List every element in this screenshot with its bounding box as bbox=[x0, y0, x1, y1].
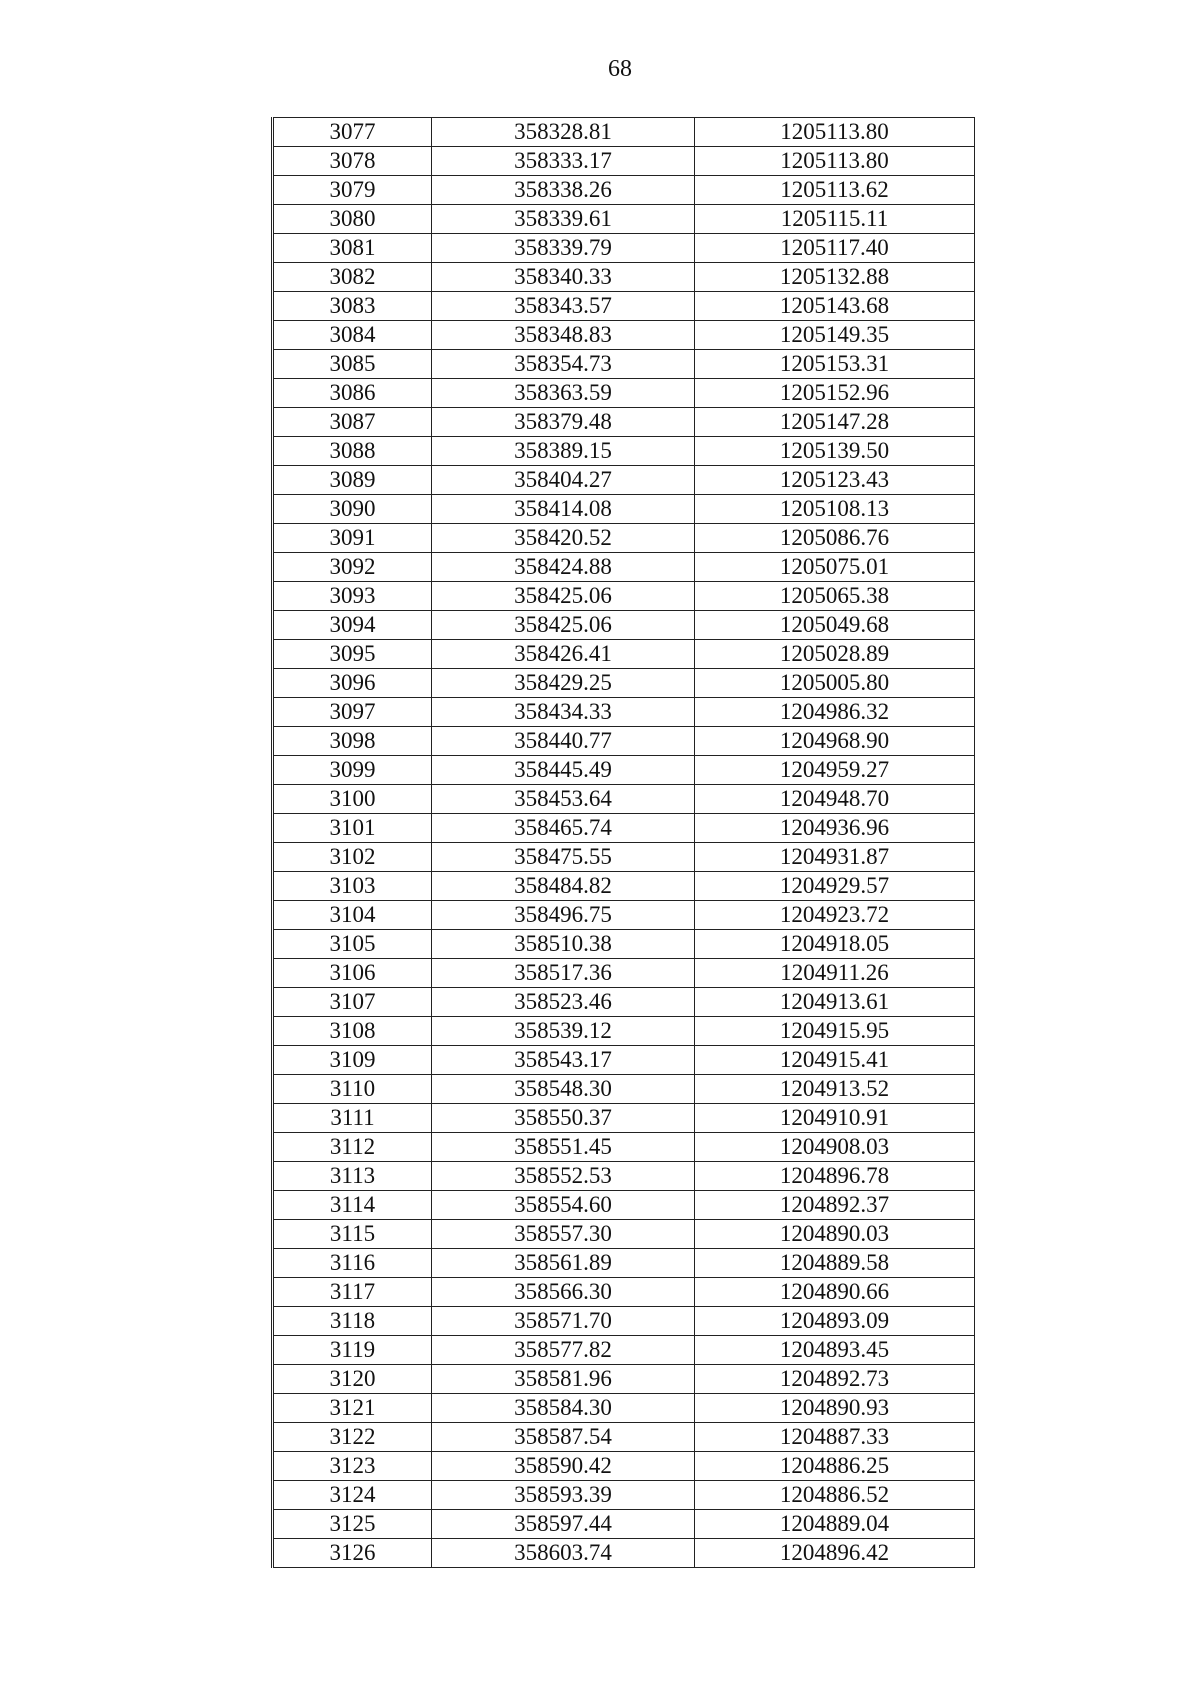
x-coordinate-cell: 358603.74 bbox=[432, 1539, 695, 1568]
y-coordinate-cell: 1204908.03 bbox=[695, 1133, 975, 1162]
x-coordinate-cell: 358414.08 bbox=[432, 495, 695, 524]
y-coordinate-cell: 1205113.80 bbox=[695, 118, 975, 147]
point-number-cell: 3089 bbox=[273, 466, 432, 495]
point-number-cell: 3108 bbox=[273, 1017, 432, 1046]
table-row bbox=[273, 1075, 975, 1104]
y-coordinate-cell: 1204890.03 bbox=[695, 1220, 975, 1249]
x-coordinate-cell: 358338.26 bbox=[432, 176, 695, 205]
y-coordinate-cell: 1204986.32 bbox=[695, 698, 975, 727]
point-number-cell: 3117 bbox=[273, 1278, 432, 1307]
y-coordinate-cell: 1205139.50 bbox=[695, 437, 975, 466]
table-row bbox=[273, 466, 975, 495]
y-coordinate-cell: 1204913.52 bbox=[695, 1075, 975, 1104]
x-coordinate-cell: 358587.54 bbox=[432, 1423, 695, 1452]
y-coordinate-cell: 1205086.76 bbox=[695, 524, 975, 553]
point-number-cell: 3121 bbox=[273, 1394, 432, 1423]
point-number-cell: 3124 bbox=[273, 1481, 432, 1510]
x-coordinate-cell: 358333.17 bbox=[432, 147, 695, 176]
x-coordinate-cell: 358420.52 bbox=[432, 524, 695, 553]
x-coordinate-cell: 358584.30 bbox=[432, 1394, 695, 1423]
point-number-cell: 3086 bbox=[273, 379, 432, 408]
point-number-cell: 3104 bbox=[273, 901, 432, 930]
y-coordinate-cell: 1205147.28 bbox=[695, 408, 975, 437]
x-coordinate-cell: 358496.75 bbox=[432, 901, 695, 930]
table-row bbox=[273, 843, 975, 872]
y-coordinate-cell: 1205065.38 bbox=[695, 582, 975, 611]
point-number-cell: 3118 bbox=[273, 1307, 432, 1336]
y-coordinate-cell: 1205123.43 bbox=[695, 466, 975, 495]
point-number-cell: 3088 bbox=[273, 437, 432, 466]
x-coordinate-cell: 358566.30 bbox=[432, 1278, 695, 1307]
table-row bbox=[273, 1539, 975, 1568]
y-coordinate-cell: 1204896.42 bbox=[695, 1539, 975, 1568]
x-coordinate-cell: 358348.83 bbox=[432, 321, 695, 350]
x-coordinate-cell: 358557.30 bbox=[432, 1220, 695, 1249]
page-number: 68 bbox=[608, 56, 632, 82]
x-coordinate-cell: 358561.89 bbox=[432, 1249, 695, 1278]
x-coordinate-cell: 358379.48 bbox=[432, 408, 695, 437]
x-coordinate-cell: 358434.33 bbox=[432, 698, 695, 727]
x-coordinate-cell: 358429.25 bbox=[432, 669, 695, 698]
y-coordinate-cell: 1204890.93 bbox=[695, 1394, 975, 1423]
point-number-cell: 3095 bbox=[273, 640, 432, 669]
table-row bbox=[273, 1452, 975, 1481]
table-row bbox=[273, 147, 975, 176]
x-coordinate-cell: 358328.81 bbox=[432, 118, 695, 147]
y-coordinate-cell: 1205153.31 bbox=[695, 350, 975, 379]
x-coordinate-cell: 358552.53 bbox=[432, 1162, 695, 1191]
x-coordinate-cell: 358550.37 bbox=[432, 1104, 695, 1133]
y-coordinate-cell: 1204923.72 bbox=[695, 901, 975, 930]
x-coordinate-cell: 358445.49 bbox=[432, 756, 695, 785]
table-row bbox=[273, 1394, 975, 1423]
point-number-cell: 3105 bbox=[273, 930, 432, 959]
y-coordinate-cell: 1205113.62 bbox=[695, 176, 975, 205]
y-coordinate-cell: 1205113.80 bbox=[695, 147, 975, 176]
table-row bbox=[273, 756, 975, 785]
y-coordinate-cell: 1204918.05 bbox=[695, 930, 975, 959]
y-coordinate-cell: 1204948.70 bbox=[695, 785, 975, 814]
y-coordinate-cell: 1204915.95 bbox=[695, 1017, 975, 1046]
x-coordinate-cell: 358554.60 bbox=[432, 1191, 695, 1220]
x-coordinate-cell: 358465.74 bbox=[432, 814, 695, 843]
y-coordinate-cell: 1204915.41 bbox=[695, 1046, 975, 1075]
point-number-cell: 3078 bbox=[273, 147, 432, 176]
x-coordinate-cell: 358484.82 bbox=[432, 872, 695, 901]
table-row bbox=[273, 379, 975, 408]
table-row bbox=[273, 1046, 975, 1075]
table-row bbox=[273, 959, 975, 988]
table-row bbox=[273, 205, 975, 234]
point-number-cell: 3125 bbox=[273, 1510, 432, 1539]
point-number-cell: 3119 bbox=[273, 1336, 432, 1365]
point-number-cell: 3091 bbox=[273, 524, 432, 553]
point-number-cell: 3097 bbox=[273, 698, 432, 727]
table-row bbox=[273, 1336, 975, 1365]
point-number-cell: 3098 bbox=[273, 727, 432, 756]
point-number-cell: 3094 bbox=[273, 611, 432, 640]
y-coordinate-cell: 1204892.37 bbox=[695, 1191, 975, 1220]
table-row bbox=[273, 669, 975, 698]
point-number-cell: 3080 bbox=[273, 205, 432, 234]
table-row bbox=[273, 321, 975, 350]
y-coordinate-cell: 1205132.88 bbox=[695, 263, 975, 292]
table-row bbox=[273, 1191, 975, 1220]
point-number-cell: 3120 bbox=[273, 1365, 432, 1394]
x-coordinate-cell: 358426.41 bbox=[432, 640, 695, 669]
table-row bbox=[273, 1278, 975, 1307]
table-row bbox=[273, 553, 975, 582]
x-coordinate-cell: 358425.06 bbox=[432, 611, 695, 640]
point-number-cell: 3090 bbox=[273, 495, 432, 524]
table-row bbox=[273, 524, 975, 553]
y-coordinate-cell: 1204893.45 bbox=[695, 1336, 975, 1365]
point-number-cell: 3109 bbox=[273, 1046, 432, 1075]
x-coordinate-cell: 358551.45 bbox=[432, 1133, 695, 1162]
x-coordinate-cell: 358339.61 bbox=[432, 205, 695, 234]
point-number-cell: 3102 bbox=[273, 843, 432, 872]
y-coordinate-cell: 1204896.78 bbox=[695, 1162, 975, 1191]
x-coordinate-cell: 358517.36 bbox=[432, 959, 695, 988]
point-number-cell: 3111 bbox=[273, 1104, 432, 1133]
point-number-cell: 3100 bbox=[273, 785, 432, 814]
x-coordinate-cell: 358475.55 bbox=[432, 843, 695, 872]
point-number-cell: 3079 bbox=[273, 176, 432, 205]
table-row bbox=[273, 640, 975, 669]
table-row bbox=[273, 234, 975, 263]
point-number-cell: 3093 bbox=[273, 582, 432, 611]
table-row bbox=[273, 872, 975, 901]
x-coordinate-cell: 358539.12 bbox=[432, 1017, 695, 1046]
y-coordinate-cell: 1204931.87 bbox=[695, 843, 975, 872]
coordinates-table-body bbox=[273, 118, 975, 1568]
point-number-cell: 3096 bbox=[273, 669, 432, 698]
point-number-cell: 3085 bbox=[273, 350, 432, 379]
x-coordinate-cell: 358453.64 bbox=[432, 785, 695, 814]
y-coordinate-cell: 1204890.66 bbox=[695, 1278, 975, 1307]
table-row bbox=[273, 1365, 975, 1394]
table-row bbox=[273, 176, 975, 205]
table-row bbox=[273, 901, 975, 930]
y-coordinate-cell: 1204889.04 bbox=[695, 1510, 975, 1539]
y-coordinate-cell: 1205143.68 bbox=[695, 292, 975, 321]
table-row bbox=[273, 495, 975, 524]
point-number-cell: 3106 bbox=[273, 959, 432, 988]
y-coordinate-cell: 1204886.52 bbox=[695, 1481, 975, 1510]
table-row bbox=[273, 988, 975, 1017]
x-coordinate-cell: 358510.38 bbox=[432, 930, 695, 959]
coordinates-table bbox=[271, 117, 975, 1568]
y-coordinate-cell: 1205049.68 bbox=[695, 611, 975, 640]
x-coordinate-cell: 358354.73 bbox=[432, 350, 695, 379]
point-number-cell: 3081 bbox=[273, 234, 432, 263]
x-coordinate-cell: 358440.77 bbox=[432, 727, 695, 756]
table-row bbox=[273, 292, 975, 321]
y-coordinate-cell: 1204959.27 bbox=[695, 756, 975, 785]
x-coordinate-cell: 358339.79 bbox=[432, 234, 695, 263]
point-number-cell: 3114 bbox=[273, 1191, 432, 1220]
table-row bbox=[273, 350, 975, 379]
y-coordinate-cell: 1204892.73 bbox=[695, 1365, 975, 1394]
table-row bbox=[273, 930, 975, 959]
point-number-cell: 3112 bbox=[273, 1133, 432, 1162]
x-coordinate-cell: 358581.96 bbox=[432, 1365, 695, 1394]
table-row bbox=[273, 437, 975, 466]
x-coordinate-cell: 358597.44 bbox=[432, 1510, 695, 1539]
x-coordinate-cell: 358548.30 bbox=[432, 1075, 695, 1104]
y-coordinate-cell: 1205149.35 bbox=[695, 321, 975, 350]
point-number-cell: 3083 bbox=[273, 292, 432, 321]
x-coordinate-cell: 358404.27 bbox=[432, 466, 695, 495]
point-number-cell: 3116 bbox=[273, 1249, 432, 1278]
y-coordinate-cell: 1205115.11 bbox=[695, 205, 975, 234]
y-coordinate-cell: 1204913.61 bbox=[695, 988, 975, 1017]
point-number-cell: 3082 bbox=[273, 263, 432, 292]
table-row bbox=[273, 1133, 975, 1162]
table-row bbox=[273, 1162, 975, 1191]
table-row bbox=[273, 1481, 975, 1510]
point-number-cell: 3092 bbox=[273, 553, 432, 582]
x-coordinate-cell: 358340.33 bbox=[432, 263, 695, 292]
point-number-cell: 3103 bbox=[273, 872, 432, 901]
x-coordinate-cell: 358571.70 bbox=[432, 1307, 695, 1336]
y-coordinate-cell: 1204893.09 bbox=[695, 1307, 975, 1336]
table-row bbox=[273, 263, 975, 292]
table-row bbox=[273, 1423, 975, 1452]
table-row bbox=[273, 698, 975, 727]
x-coordinate-cell: 358593.39 bbox=[432, 1481, 695, 1510]
table-row bbox=[273, 785, 975, 814]
x-coordinate-cell: 358363.59 bbox=[432, 379, 695, 408]
point-number-cell: 3101 bbox=[273, 814, 432, 843]
x-coordinate-cell: 358425.06 bbox=[432, 582, 695, 611]
x-coordinate-cell: 358424.88 bbox=[432, 553, 695, 582]
x-coordinate-cell: 358590.42 bbox=[432, 1452, 695, 1481]
point-number-cell: 3110 bbox=[273, 1075, 432, 1104]
point-number-cell: 3113 bbox=[273, 1162, 432, 1191]
y-coordinate-cell: 1204886.25 bbox=[695, 1452, 975, 1481]
y-coordinate-cell: 1204910.91 bbox=[695, 1104, 975, 1133]
y-coordinate-cell: 1204889.58 bbox=[695, 1249, 975, 1278]
table-row bbox=[273, 1307, 975, 1336]
point-number-cell: 3126 bbox=[273, 1539, 432, 1568]
y-coordinate-cell: 1204936.96 bbox=[695, 814, 975, 843]
x-coordinate-cell: 358343.57 bbox=[432, 292, 695, 321]
point-number-cell: 3123 bbox=[273, 1452, 432, 1481]
table-row bbox=[273, 814, 975, 843]
table-row bbox=[273, 611, 975, 640]
x-coordinate-cell: 358577.82 bbox=[432, 1336, 695, 1365]
table-row bbox=[273, 727, 975, 756]
x-coordinate-cell: 358543.17 bbox=[432, 1046, 695, 1075]
table-row bbox=[273, 408, 975, 437]
table-row bbox=[273, 582, 975, 611]
y-coordinate-cell: 1204929.57 bbox=[695, 872, 975, 901]
point-number-cell: 3107 bbox=[273, 988, 432, 1017]
table-row bbox=[273, 1510, 975, 1539]
y-coordinate-cell: 1205152.96 bbox=[695, 379, 975, 408]
y-coordinate-cell: 1204968.90 bbox=[695, 727, 975, 756]
table-row bbox=[273, 1220, 975, 1249]
x-coordinate-cell: 358523.46 bbox=[432, 988, 695, 1017]
point-number-cell: 3122 bbox=[273, 1423, 432, 1452]
y-coordinate-cell: 1205028.89 bbox=[695, 640, 975, 669]
table-row bbox=[273, 1249, 975, 1278]
y-coordinate-cell: 1205117.40 bbox=[695, 234, 975, 263]
point-number-cell: 3084 bbox=[273, 321, 432, 350]
y-coordinate-cell: 1204911.26 bbox=[695, 959, 975, 988]
table-row bbox=[273, 118, 975, 147]
y-coordinate-cell: 1205005.80 bbox=[695, 669, 975, 698]
point-number-cell: 3115 bbox=[273, 1220, 432, 1249]
point-number-cell: 3099 bbox=[273, 756, 432, 785]
point-number-cell: 3077 bbox=[273, 118, 432, 147]
y-coordinate-cell: 1205108.13 bbox=[695, 495, 975, 524]
y-coordinate-cell: 1205075.01 bbox=[695, 553, 975, 582]
point-number-cell: 3087 bbox=[273, 408, 432, 437]
y-coordinate-cell: 1204887.33 bbox=[695, 1423, 975, 1452]
table-row bbox=[273, 1104, 975, 1133]
table-row bbox=[273, 1017, 975, 1046]
x-coordinate-cell: 358389.15 bbox=[432, 437, 695, 466]
